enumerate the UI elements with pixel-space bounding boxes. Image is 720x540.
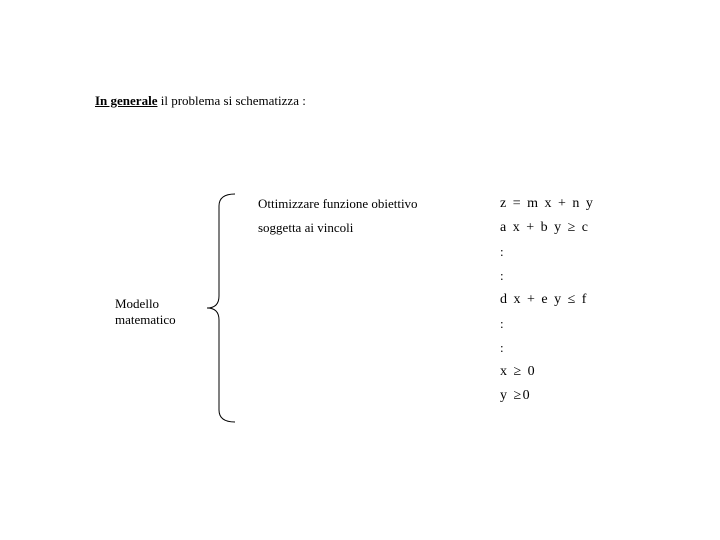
intro-rest: il problema si schematizza : [157, 93, 306, 108]
objective-label: Ottimizzare funzione obiettivo [258, 196, 418, 211]
constraint-line: d x + e y ≤ f [500, 292, 588, 307]
constraint-ellipsis: : [500, 316, 504, 331]
model-label [115, 296, 176, 328]
intro-text [95, 93, 306, 109]
model-label-line1: Modello [115, 296, 160, 311]
curly-brace [205, 192, 241, 424]
constraint-line: a x + b y ≥ c [500, 220, 590, 235]
nonnegativity-x: x ≥ 0 [500, 364, 537, 379]
objective-expression: z = m x + n y [500, 196, 595, 211]
constraint-ellipsis: : [500, 268, 504, 283]
intro-bold: In generale [95, 93, 158, 108]
constraints-label: soggetta ai vincoli [258, 220, 354, 235]
nonnegativity-y: y ≥0 [500, 388, 532, 403]
model-label-line2: matematico [115, 312, 176, 327]
constraint-ellipsis: : [500, 340, 504, 355]
constraint-ellipsis: : [500, 244, 504, 259]
